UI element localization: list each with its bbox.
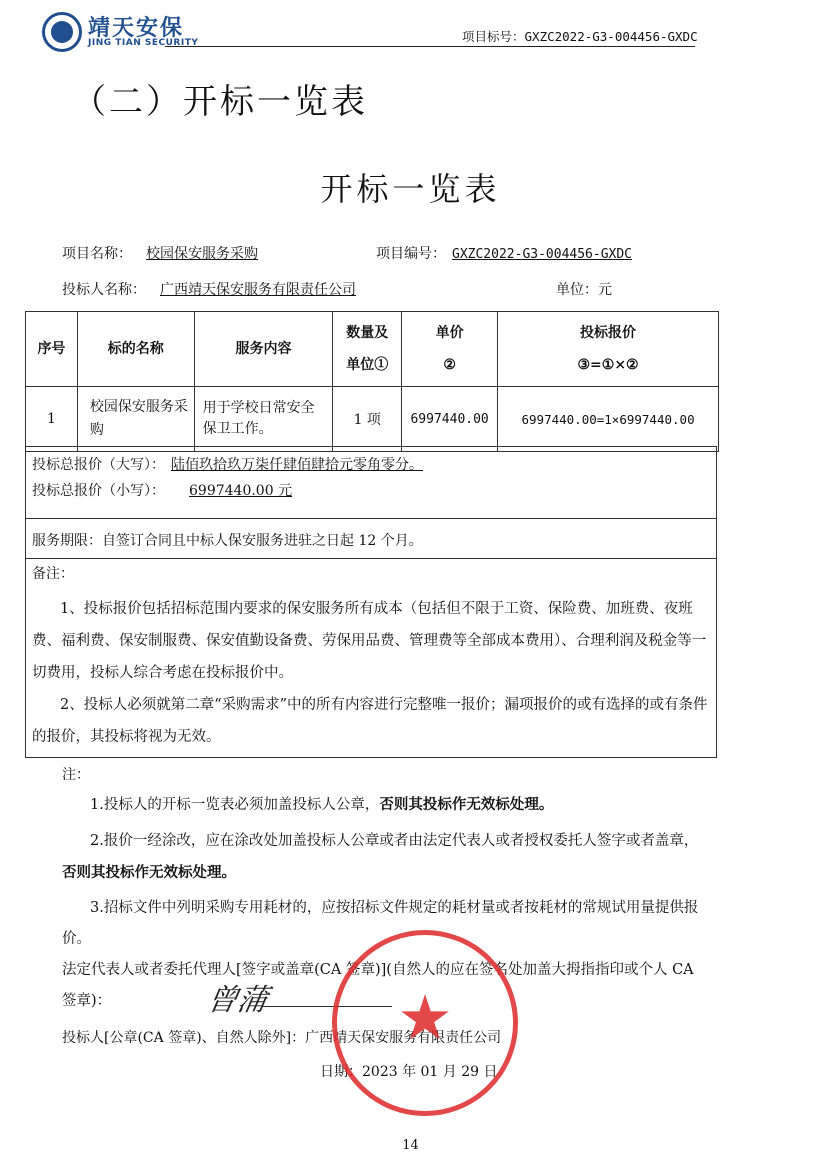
note-1	[62, 789, 712, 821]
header-total-line1: 投标报价	[580, 325, 637, 341]
cell-item-name: 校园保安服务采购	[77, 387, 194, 452]
table-row	[26, 387, 719, 452]
service-period-text: 服务期限：自签订合同且中标人保安服务进驻之日起 12 个月。	[32, 533, 423, 549]
legal-rep-line: 法定代表人或者委托代理人[签字或盖章(CA 签章)](自然人的应在签名处加盖大拇指指印或个人 CA 签章)：	[62, 962, 694, 1009]
company-seal-stamp	[332, 930, 518, 1116]
cell-service-content: 用于学校日常安全保卫工作。	[194, 387, 333, 452]
note-2-bold: 否则其投标作无效标处理。	[62, 864, 236, 881]
notes-label: 注：	[62, 767, 90, 783]
header-quantity-line1: 数量及	[346, 325, 389, 341]
date-line: 日期：2023 年 01 月 29 日	[320, 1064, 498, 1080]
table-header-row	[26, 312, 719, 387]
header-project-label: 项目标号：	[462, 29, 525, 44]
header-quantity	[333, 312, 402, 387]
service-period-box	[25, 518, 717, 559]
bid-table	[25, 311, 719, 452]
header-price-line2: ②	[443, 357, 456, 373]
section-title: （二）开标一览表	[72, 82, 368, 122]
handwritten-signature: 曾蒲	[204, 983, 271, 1018]
header-project-value: GXZC2022-G3-004456-GXDC	[524, 29, 698, 44]
project-code-label: 项目编号：	[376, 246, 446, 262]
note-3: 3.招标文件中列明采购专用耗材的，应按招标文件规定的耗材量或者按耗材的常规试用量提供报价。	[62, 900, 699, 947]
bidder-name-line	[62, 279, 380, 299]
header-total-line2: ③=①×②	[577, 357, 639, 373]
cell-unit-price: 6997440.00	[402, 387, 498, 452]
project-code-line	[376, 243, 636, 263]
total-lower-line	[32, 480, 498, 500]
cell-bid-price: 6997440.00=1×6997440.00	[498, 387, 719, 452]
cell-quantity: 1 项	[333, 387, 402, 452]
header-item-name: 标的名称	[77, 312, 194, 387]
note-1-text: 1.投标人的开标一览表必须加盖投标人公章，	[90, 797, 380, 813]
note-2	[62, 826, 712, 889]
total-upper-label: 投标总报价（大写）：	[32, 457, 165, 473]
remarks-item-2: 2、投标人必须就第二章“采购需求”中的所有内容进行完整唯一报价；漏项报价的或有选择的或有条件的报价，其投标将视为无效。	[32, 697, 708, 745]
total-upper-line	[32, 454, 437, 474]
header-price-line1: 单价	[435, 325, 464, 341]
project-code-value: GXZC2022-G3-004456-GXDC	[452, 247, 633, 262]
totals-box	[25, 446, 717, 519]
unit-label: 单位：元	[556, 282, 612, 298]
project-name-label: 项目名称：	[62, 246, 132, 262]
header-seq: 序号	[26, 312, 78, 387]
brand-name-en: JING TIAN SECURITY	[88, 38, 199, 48]
bidder-name-label: 投标人名称：	[62, 282, 146, 298]
bidder-seal-line: 投标人[公章(CA 签章)、自然人除外]：广西靖天保安服务有限责任公司	[62, 1030, 502, 1046]
header-service-content: 服务内容	[194, 312, 333, 387]
company-logo-icon	[42, 12, 82, 52]
seal-star-icon: ★	[397, 981, 453, 1055]
bidder-name-value: 广西靖天保安服务有限责任公司	[160, 282, 356, 298]
remarks-label: 备注：	[32, 566, 74, 582]
total-upper-value: 陆佰玖拾玖万柒仟肆佰肆拾元零角零分。	[171, 457, 423, 473]
total-lower-value: 6997440.00 元	[189, 483, 293, 499]
remarks-item-1: 1、投标报价包括招标范围内要求的保安服务所有成本（包括但不限于工资、保险费、加班费、夜班费、福利费、保安制服费、保安值勤设备费、劳保用品费、管理费等全部成本费用）、合理利润及税金等一切费用，投标人综合考虑在投标报价中。	[32, 601, 707, 681]
header-project-number	[462, 27, 698, 45]
header-bid-price	[498, 312, 719, 387]
header-rule	[165, 46, 695, 47]
note-1-bold: 否则其投标作无效标处理。	[379, 796, 554, 813]
cell-seq: 1	[26, 387, 78, 452]
project-name-line	[62, 243, 280, 263]
page-number: 14	[402, 1138, 419, 1153]
remarks-box	[25, 558, 717, 758]
total-lower-label: 投标总报价（小写）：	[32, 483, 165, 499]
header-quantity-line2: 单位①	[346, 357, 389, 373]
brand-name-cn: 靖天安保	[88, 16, 185, 41]
document-title: 开标一览表	[320, 170, 501, 208]
header-unit-price	[402, 312, 498, 387]
note-2-text: 2.报价一经涂改，应在涂改处加盖投标人公章或者由法定代表人或者授权委托人签字或者盖章，	[90, 833, 699, 849]
project-name-value: 校园保安服务采购	[146, 246, 258, 262]
